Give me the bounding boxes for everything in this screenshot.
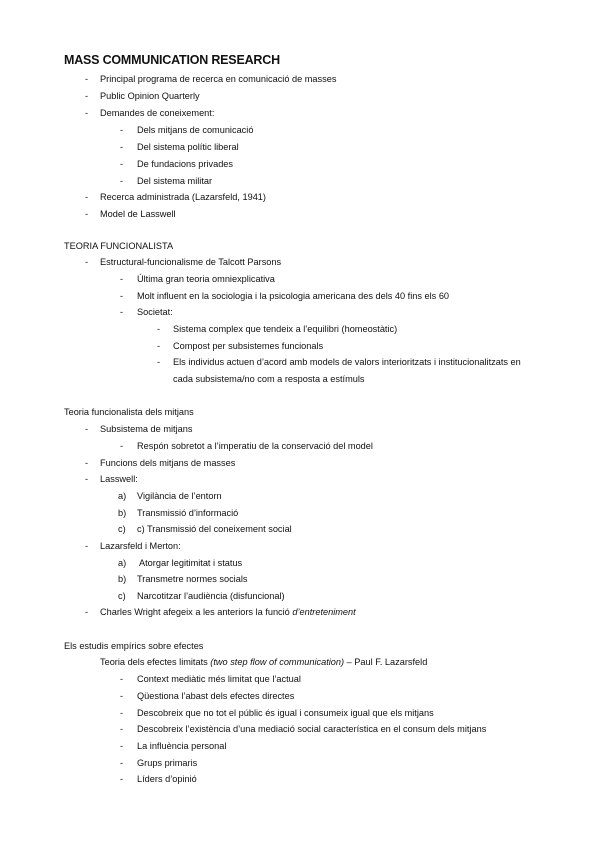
bullet-dash: - — [120, 274, 124, 284]
bullet-dash: - — [85, 541, 89, 551]
bullet-dash: - — [120, 142, 124, 152]
list-letter: a) — [118, 491, 127, 501]
bullet-dash: - — [85, 424, 89, 434]
title-text: MASS COMMUNICATION RESEARCH — [64, 53, 280, 67]
document-page: MASS COMMUNICATION RESEARCH - Principal programa de recerca en comunicació de masses - Public Opinion Quarterly - Demandes de coneixement: - Dels mitjans de comunicació - Del sistema polític liberal - De fundacions privades - Del sistema militar - Recerca administrada (Lazarsfeld, 1941) - Model de Lasswell TEORIA FUNCIONALISTA - Estructural-funcionalisme de Talcott Parsons - Última gran teoria omniexplicativa - Molt influent en la sociologia i la psicologia americana des dels 40 fins els 60 - Societat: - Sistema complex que tendeix a l’equilibri (homeostàtic) - Compost per subsistemes funcionals - Els individus actuen d’acord amb models de valors interioritzats i institucionalitzats en cada subsistema/no com a resposta a estímuls Teoria funcionalista dels mitjans - Subsistema de mitjans - Respón sobretot a l’imperatiu de la conservació del model - Funcions dels mitjans de masses - Lasswell: a) Vigilància de l’entorn b) Transmissió d’informació c) c) Transmissió del coneixement social - Lazarsfeld i Merton: a) Atorgar legitimitat i status b) Transmetre normes socials c) Narcotitzar l’audiència (disfuncional) - Charles Wright afegeix a les anteriors la funció d’entreteniment Els estudis empírics sobre efectes Teoria dels efectes limitats (two step flow of communication) – Paul F. Lazarsfeld - Context mediàtic més limitat que l’actual - Qüestiona l’abast dels efectes directes - Descobreix que no tot el públic és igual i consumeix igual que els mitjans - Descobreix l’existència d’una mediació social característica en el consum dels mitjans - La influència personal - Grups primaris - Líders d’opinió — [64, 53, 521, 784]
list-letter: b) — [118, 508, 127, 518]
bullet-dash: - — [157, 324, 161, 334]
bullet-dash: - — [120, 724, 124, 734]
bullet-dash: - — [85, 192, 89, 202]
bullet-dash: - — [120, 674, 124, 684]
bullet-dash: - — [120, 691, 124, 701]
bullet-dash: - — [85, 607, 89, 617]
list-letter: c) — [118, 524, 126, 534]
bullet-dash: - — [120, 758, 124, 768]
bullet-dash: - — [120, 291, 124, 301]
bullet-dash: - — [120, 125, 124, 135]
list-letter: b) — [118, 574, 127, 584]
bullet-dash: - — [120, 774, 124, 784]
bullet-dash: - — [85, 91, 89, 101]
bullet-dash: - — [120, 159, 124, 169]
bullet-dash: - — [85, 108, 89, 118]
bullet-dash: - — [85, 458, 89, 468]
bullet-dash: - — [120, 441, 124, 451]
bullet-dash: - — [85, 257, 89, 267]
bullet-dash: - — [120, 176, 124, 186]
list-letter: c) — [118, 591, 126, 601]
bullet-dash: - — [120, 307, 124, 317]
bullet-dash: - — [85, 74, 89, 84]
bullet-dash: - — [120, 741, 124, 751]
bullet-dash: - — [85, 474, 89, 484]
list-letter: a) — [118, 558, 127, 568]
bullet-dash: - — [157, 357, 161, 367]
bullet-dash: - — [120, 708, 124, 718]
bullet-dash: - — [157, 341, 161, 351]
bullet-dash: - — [85, 209, 89, 219]
